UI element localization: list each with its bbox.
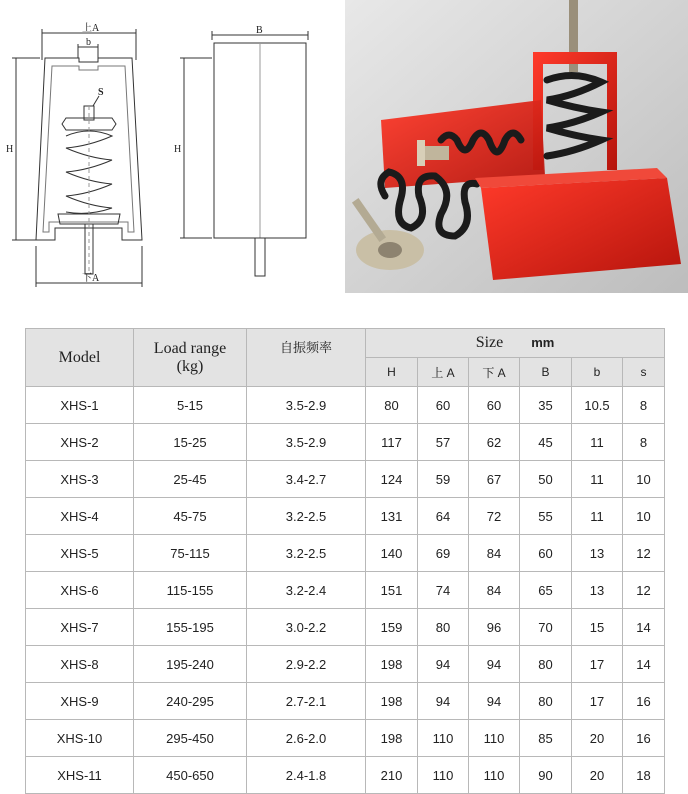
- cell-load: 155-195: [134, 609, 247, 646]
- cell-model: XHS-5: [26, 535, 134, 572]
- cell-freq: 3.5-2.9: [247, 387, 366, 424]
- cell-b-upper: 85: [520, 720, 572, 757]
- cell-a-up: 80: [418, 609, 469, 646]
- cell-b-lower: 17: [572, 646, 623, 683]
- cell-load: 45-75: [134, 498, 247, 535]
- cell-a-up: 57: [418, 424, 469, 461]
- cell-h: 131: [366, 498, 418, 535]
- cell-s: 14: [623, 609, 665, 646]
- cell-b-lower: 11: [572, 461, 623, 498]
- cell-model: XHS-10: [26, 720, 134, 757]
- cell-a-down: 110: [469, 720, 520, 757]
- cell-h: 140: [366, 535, 418, 572]
- cell-load: 75-115: [134, 535, 247, 572]
- cell-model: XHS-3: [26, 461, 134, 498]
- cell-a-up: 59: [418, 461, 469, 498]
- table-row: [26, 424, 665, 461]
- cell-a-up: 94: [418, 683, 469, 720]
- front-bottom-a-label: 下A: [82, 273, 100, 284]
- cell-h: 198: [366, 683, 418, 720]
- cell-b-upper: 60: [520, 535, 572, 572]
- cell-a-up: 110: [418, 720, 469, 757]
- cell-freq: 2.7-2.1: [247, 683, 366, 720]
- cell-load: 240-295: [134, 683, 247, 720]
- cell-a-up: 69: [418, 535, 469, 572]
- cell-load: 295-450: [134, 720, 247, 757]
- cell-model: XHS-11: [26, 757, 134, 794]
- header-frequency: 自振频率: [247, 329, 366, 387]
- cell-b-upper: 90: [520, 757, 572, 794]
- cell-h: 80: [366, 387, 418, 424]
- front-top-a-label: 上A: [82, 23, 100, 34]
- header-size-unit: mm: [531, 335, 555, 350]
- cell-h: 198: [366, 646, 418, 683]
- cell-a-down: 94: [469, 646, 520, 683]
- cell-model: XHS-8: [26, 646, 134, 683]
- front-s-label: S: [98, 87, 104, 98]
- cell-load: 450-650: [134, 757, 247, 794]
- cell-a-down: 110: [469, 757, 520, 794]
- technical-drawings: [0, 0, 345, 300]
- header-load-range-line2: (kg): [176, 357, 204, 375]
- cell-h: 117: [366, 424, 418, 461]
- cell-b-lower: 10.5: [572, 387, 623, 424]
- cell-s: 12: [623, 535, 665, 572]
- header-load-range: [134, 329, 247, 387]
- table-row: [26, 609, 665, 646]
- cell-freq: 2.9-2.2: [247, 646, 366, 683]
- table-row: [26, 572, 665, 609]
- cell-freq: 3.4-2.7: [247, 461, 366, 498]
- cell-freq: 2.4-1.8: [247, 757, 366, 794]
- cell-load: 115-155: [134, 572, 247, 609]
- cell-freq: 3.2-2.4: [247, 572, 366, 609]
- cell-load: 5-15: [134, 387, 247, 424]
- cell-b-upper: 50: [520, 461, 572, 498]
- cell-s: 16: [623, 683, 665, 720]
- cell-b-lower: 17: [572, 683, 623, 720]
- cell-b-upper: 65: [520, 572, 572, 609]
- cell-a-down: 84: [469, 572, 520, 609]
- cell-s: 14: [623, 646, 665, 683]
- cell-h: 151: [366, 572, 418, 609]
- cell-freq: 3.2-2.5: [247, 535, 366, 572]
- cell-a-down: 84: [469, 535, 520, 572]
- cell-s: 10: [623, 461, 665, 498]
- cell-b-lower: 11: [572, 424, 623, 461]
- header-col-a-down: 下 A: [469, 358, 520, 387]
- cell-b-lower: 20: [572, 720, 623, 757]
- cell-model: XHS-9: [26, 683, 134, 720]
- cell-a-up: 74: [418, 572, 469, 609]
- cell-freq: 2.6-2.0: [247, 720, 366, 757]
- cell-s: 10: [623, 498, 665, 535]
- table-row: [26, 646, 665, 683]
- header-size: [366, 329, 665, 358]
- table-row: [26, 757, 665, 794]
- table-row: [26, 387, 665, 424]
- cell-freq: 3.2-2.5: [247, 498, 366, 535]
- side-b-label: B: [256, 25, 263, 36]
- cell-h: 198: [366, 720, 418, 757]
- cell-model: XHS-6: [26, 572, 134, 609]
- header-load-range-line1: Load range: [153, 339, 227, 357]
- cell-load: 195-240: [134, 646, 247, 683]
- cell-load: 25-45: [134, 461, 247, 498]
- cell-a-up: 94: [418, 646, 469, 683]
- cell-freq: 3.0-2.2: [247, 609, 366, 646]
- header-col-a-up: 上 A: [418, 358, 469, 387]
- cell-b-lower: 20: [572, 757, 623, 794]
- table-row: [26, 683, 665, 720]
- cell-h: 210: [366, 757, 418, 794]
- cell-s: 18: [623, 757, 665, 794]
- cell-model: XHS-1: [26, 387, 134, 424]
- front-h-label: H: [6, 144, 14, 155]
- header-model: Model: [26, 329, 134, 387]
- cell-h: 159: [366, 609, 418, 646]
- table-row: [26, 498, 665, 535]
- cell-a-up: 64: [418, 498, 469, 535]
- cell-model: XHS-4: [26, 498, 134, 535]
- cell-b-upper: 80: [520, 683, 572, 720]
- cell-a-down: 72: [469, 498, 520, 535]
- cell-s: 8: [623, 424, 665, 461]
- cell-model: XHS-7: [26, 609, 134, 646]
- cell-h: 124: [366, 461, 418, 498]
- header-col-h: H: [366, 358, 418, 387]
- cell-model: XHS-2: [26, 424, 134, 461]
- cell-a-down: 67: [469, 461, 520, 498]
- cell-a-up: 110: [418, 757, 469, 794]
- cell-s: 8: [623, 387, 665, 424]
- cell-a-down: 94: [469, 683, 520, 720]
- cell-b-lower: 13: [572, 535, 623, 572]
- cell-b-upper: 35: [520, 387, 572, 424]
- cell-b-lower: 15: [572, 609, 623, 646]
- product-photo: [345, 0, 688, 293]
- cell-a-down: 62: [469, 424, 520, 461]
- cell-load: 15-25: [134, 424, 247, 461]
- spec-table-body: [26, 387, 665, 794]
- table-row: [26, 535, 665, 572]
- header-col-s: s: [623, 358, 665, 387]
- front-b-label: b: [86, 37, 91, 48]
- cell-freq: 3.5-2.9: [247, 424, 366, 461]
- cell-b-lower: 11: [572, 498, 623, 535]
- cell-b-lower: 13: [572, 572, 623, 609]
- cell-b-upper: 55: [520, 498, 572, 535]
- side-h-label: H: [174, 144, 182, 155]
- cell-a-up: 60: [418, 387, 469, 424]
- header-col-b-upper: B: [520, 358, 572, 387]
- cell-b-upper: 70: [520, 609, 572, 646]
- cell-s: 16: [623, 720, 665, 757]
- table-row: [26, 720, 665, 757]
- cell-a-down: 60: [469, 387, 520, 424]
- header-size-label: Size: [475, 334, 504, 351]
- cell-s: 12: [623, 572, 665, 609]
- spec-table: [25, 328, 665, 794]
- header-col-b-lower: b: [572, 358, 623, 387]
- table-row: [26, 461, 665, 498]
- cell-b-upper: 45: [520, 424, 572, 461]
- cell-b-upper: 80: [520, 646, 572, 683]
- cell-a-down: 96: [469, 609, 520, 646]
